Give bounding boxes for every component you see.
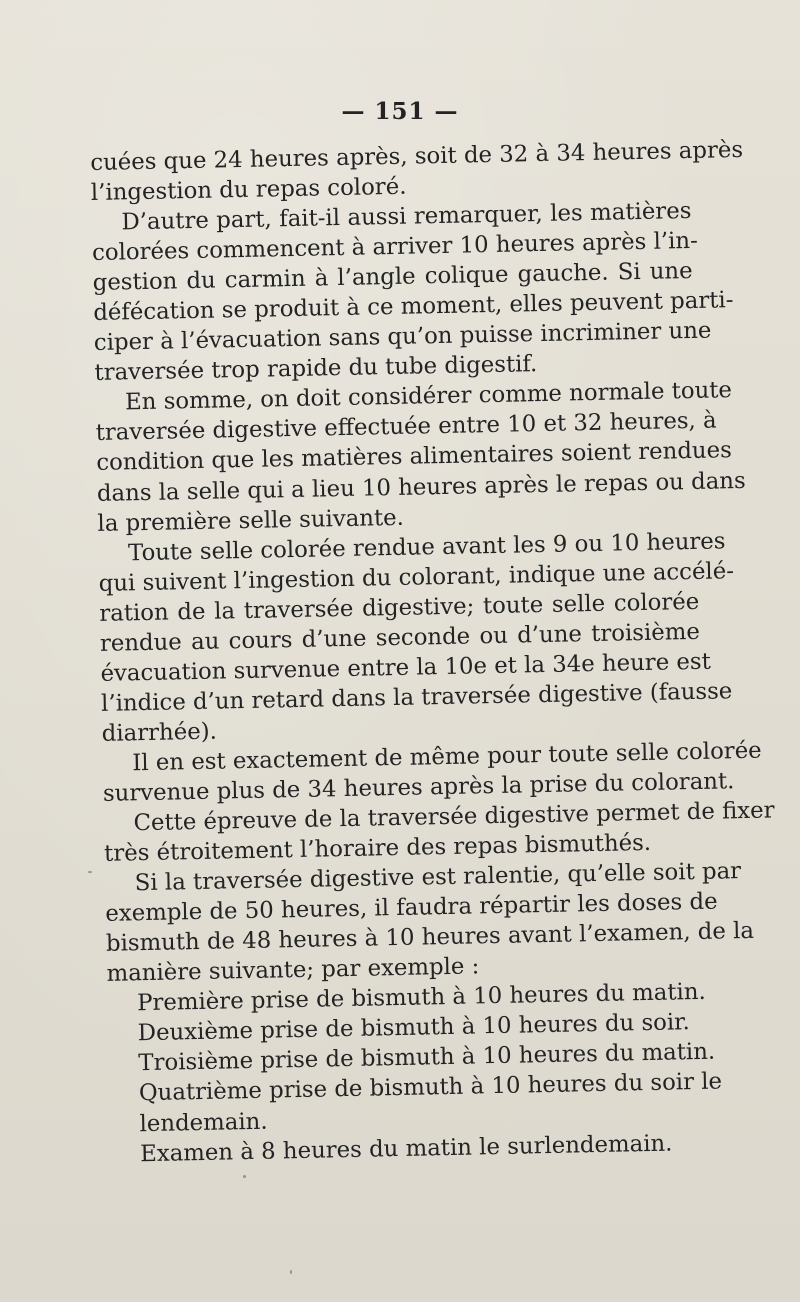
text-line: exemple de 50 heures, il faudra répartir les doses de xyxy=(105,888,718,928)
text-line: très étroitement l’horaire des repas bismuthés. xyxy=(103,829,652,867)
text-line: condition que les matières alimentaires soient rendues xyxy=(96,437,733,477)
text-line: Si la traversée digestive est ralentie, qu’elle soit par xyxy=(134,858,742,897)
paper-speck xyxy=(290,1270,292,1274)
text-line: manière suivante; par exemple : xyxy=(106,953,480,988)
text-line: l’indice d’un retard dans la traversée digestive (fausse xyxy=(100,678,733,717)
text-line: Première prise de bismuth à 10 heures du matin. xyxy=(136,979,707,1017)
text-line: diarrhée). xyxy=(101,718,218,747)
text-line: ciper à l’évacuation sans qu’on puisse incriminer une xyxy=(93,317,712,357)
text-line: Il en est exactement de même pour toute selle colorée xyxy=(132,737,762,777)
text-line: évacuation survenue entre la 10e et la 34e heure est xyxy=(100,648,712,687)
body-text xyxy=(90,136,775,1169)
text-line: rendue au cours d’une seconde ou d’une troisième xyxy=(99,618,701,657)
text-line: traversée digestive effectuée entre 10 et 32 heures, à xyxy=(95,407,717,447)
text-line: ration de la traversée digestive; toute selle colorée xyxy=(99,588,700,627)
text-line: Quatrième prise de bismuth à 10 heures du soir le xyxy=(138,1068,723,1107)
page-number: — 151 — xyxy=(341,98,459,125)
text-line: traversée trop rapide du tube digestif. xyxy=(94,351,538,387)
text-line: Examen à 8 heures du matin le surlendemain. xyxy=(139,1130,673,1167)
text-line: survenue plus de 34 heures après la prise du colorant. xyxy=(102,768,735,807)
text-line: Deuxième prise de bismuth à 10 heures du soir. xyxy=(137,1009,691,1047)
text-line: En somme, on doit considérer comme normale toute xyxy=(124,377,733,416)
text-line: Troisième prise de bismuth à 10 heures du matin. xyxy=(138,1039,716,1077)
text-line: gestion du carmin à l’angle colique gauche. Si une xyxy=(92,258,693,297)
text-line: qui suivent l’ingestion du colorant, indique une accélé- xyxy=(98,557,735,597)
paper-speck xyxy=(243,1175,246,1178)
text-line: colorées commencent à arriver 10 heures après l’in- xyxy=(91,227,699,267)
text-line: D’autre part, fait-il aussi remarquer, les matières xyxy=(121,198,692,236)
text-line: l’ingestion du repas coloré. xyxy=(90,173,407,207)
text-line: défécation se produit à ce moment, elles peuvent parti- xyxy=(93,287,734,327)
text-line: la première selle suivante. xyxy=(97,504,405,537)
text-line: bismuth de 48 heures à 10 heures avant l’examen, de la xyxy=(105,918,755,958)
paper-speck xyxy=(88,871,92,873)
text-line: Cette épreuve de la traversée digestive permet de fixer xyxy=(133,797,775,837)
text-line: cuées que 24 heures après, soit de 32 à 34 heures après xyxy=(90,136,744,176)
text-line: Toute selle colorée rendue avant les 9 ou 10 heures xyxy=(127,527,726,566)
text-line: dans la selle qui a lieu 10 heures après le repas ou dans xyxy=(96,467,746,507)
text-line: lendemain. xyxy=(139,1108,268,1137)
